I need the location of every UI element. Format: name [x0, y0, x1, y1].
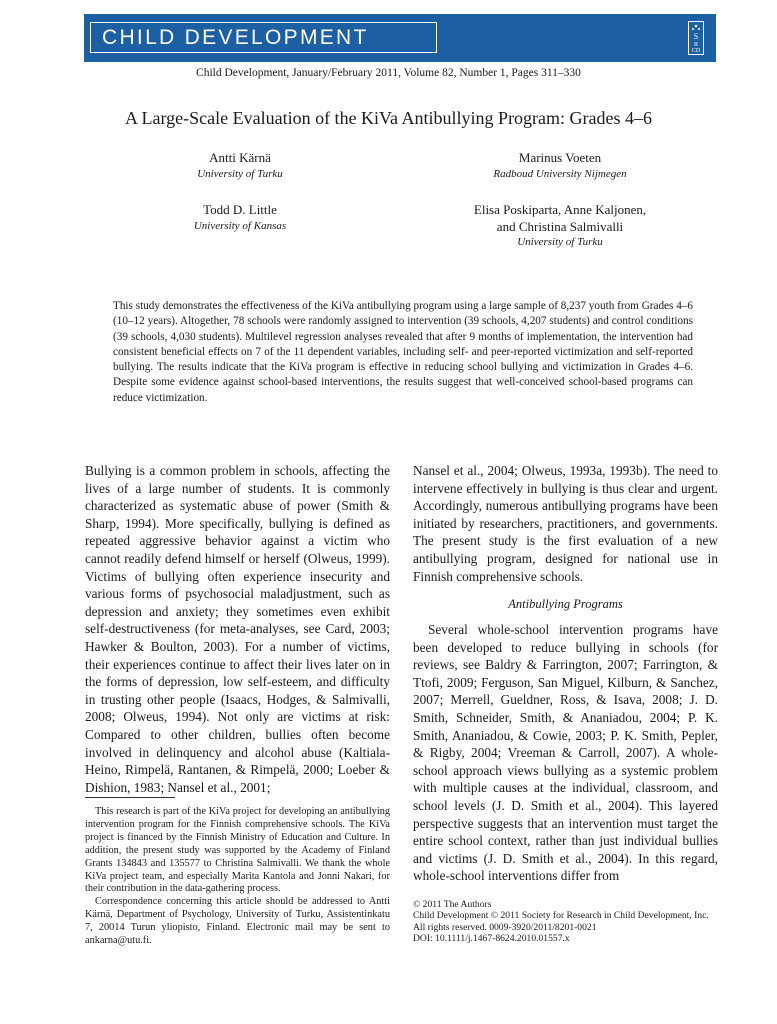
author-name: Todd D. Little: [203, 202, 277, 217]
journal-title: CHILD DEVELOPMENT: [102, 26, 369, 49]
author-name: Elisa Poskiparta, Anne Kaljonen,: [473, 202, 647, 217]
article-title: A Large-Scale Evaluation of the KiVa Antibullying Program: Grades 4–6: [124, 108, 653, 128]
svg-text:CD: CD: [691, 48, 701, 54]
svg-text:S: S: [693, 32, 699, 41]
copyright-line: Child Development © 2011 Society for Research in Child Development, Inc.: [413, 910, 709, 922]
footnote-divider: [85, 797, 175, 798]
author-name: Marinus Voeten: [518, 150, 602, 165]
body-right-column-section: Several whole-school intervention programs have been developed to reduce bullying in schools (for reviews, see Baldry & Farrington, 2007; Farrington, & Ttofi, 2009; Ferguson, San Miguel, Kilburn, & Sanchez, 2007; Merrell, Gueldner, Ross, & Isava, 2008; J. D. Smith, Schneider, Smith, & Ananiadou, 2004; P. K. Smith, Ananiadou, & Cowie, 2003; P. K. Smith, Pepler, & Rigby, 2004; Vreeman & Carroll, 2007). A whole-school approach views bullying as a systemic problem with multiple causes at the individual, classroom, and school levels (J. D. Smith et al., 2004). This layered perspective suggests that an intervention must target the entire school context, rather than just individual bullies and victims (J. D. Smith et al., 2004). In this regard, whole-school interventions differ from: [413, 622, 718, 884]
section-heading: Antibullying Programs: [508, 597, 623, 611]
author-name: and Christina Salmivalli: [496, 219, 624, 234]
abstract: This study demonstrates the effectiveness of the KiVa antibullying program using a large sample of 8,237 youth from Grades 4–6 (10–12 years). Altogether, 78 schools were randomly assigned to intervention (39 schools, 4,207 students) and control conditions (39 schools, 4,030 students). Multilevel regression analyses revealed that after 9 months of implementation, the intervention had consistent beneficial effects on 7 of the 11 dependent variables, including self- and peer-reported victimization and self-reported bullying. The results indicate that the KiVa program is effective in reducing school bullying and victimization in Grades 4–6. Despite some evidence against school-based interventions, the results suggest that well-conceived school-based programs can reduce victimization.: [113, 300, 693, 404]
copyright-block: [413, 899, 733, 945]
author-affiliation: Radboud University Nijmegen: [493, 168, 627, 180]
funding-note: This research is part of the KiVa project for developing an antibullying intervention program for the Finnish comprehensive schools. The KiVa project is financed by the Finnish Ministry of Education and Culture. In addition, the present study was supported by the Academy of Finland Grants 134843 and 135577 to Christina Salmivalli. We thank the whole KiVa project team, and especially Marita Kantola and Jonni Nakari, for their contribution in the data-gathering process.: [85, 806, 390, 895]
body-right-column-intro: Nansel et al., 2004; Olweus, 1993a, 1993b). The need to intervene effectively in bullying is thus clear and urgent. Accordingly, numerous antibullying programs have been initiated by researchers, practitioners, and governments. The present study is the first evaluation of a new antibullying program, designed for national use in Finnish comprehensive schools.: [413, 463, 718, 584]
svg-text:R: R: [693, 42, 699, 48]
journal-banner: [84, 14, 716, 62]
journal-citation: Child Development, January/February 2011, Volume 82, Number 1, Pages 311–330: [196, 67, 581, 79]
body-left-column: Bullying is a common problem in schools, affecting the lives of a large number of students. It is commonly characterized as systematic abuse of power (Smith & Sharp, 1994). More specifically, bullying is defined as repeated aggressive behavior against a victim who cannot readily defend himself or herself (Olweus, 1999). Victims of bullying often experience insecurity and various forms of psychosocial maladjustment, such as depression and anxiety; they sometimes even exhibit self-destructiveness (for meta-analyses, see Card, 2003; Hawker & Boulton, 2003). For a number of victims, their experiences continue to affect their lives later on in the forms of depression, low self-esteem, and difficulty in trusting other people (Isaacs, Hodges, & Salmivalli, 2008; Olweus, 1994). Not only are victims at risk: Compared to other children, bullies often become involved in delinquency and alcohol abuse (Kaltiala-Heino, Rimpelä, Rantanen, & Rimpelä, 2000; Loeber & Dishion, 1983; Nansel et al., 2001;: [85, 463, 390, 795]
author-affiliation: University of Turku: [197, 168, 283, 180]
copyright-line: All rights reserved. 0009-3920/2011/8201-0021: [413, 921, 597, 933]
srcd-logo-icon: [688, 21, 704, 55]
copyright-line: © 2011 The Authors: [413, 899, 492, 910]
footnotes: [85, 806, 390, 948]
author-affiliation: University of Kansas: [193, 220, 287, 232]
author-affiliation: University of Turku: [517, 236, 603, 248]
correspondence-note: Correspondence concerning this article should be addressed to Antti Kärnä, Department of Psychology, University of Turku, Assistentinkatu 7, 20014 Turun yliopisto, Finland. Electronic mail may be sent to ankarna@utu.fi.: [85, 896, 390, 947]
doi-line: DOI: 10.1111/j.1467-8624.2010.01557.x: [413, 933, 570, 945]
author-name: Antti Kärnä: [209, 150, 271, 165]
